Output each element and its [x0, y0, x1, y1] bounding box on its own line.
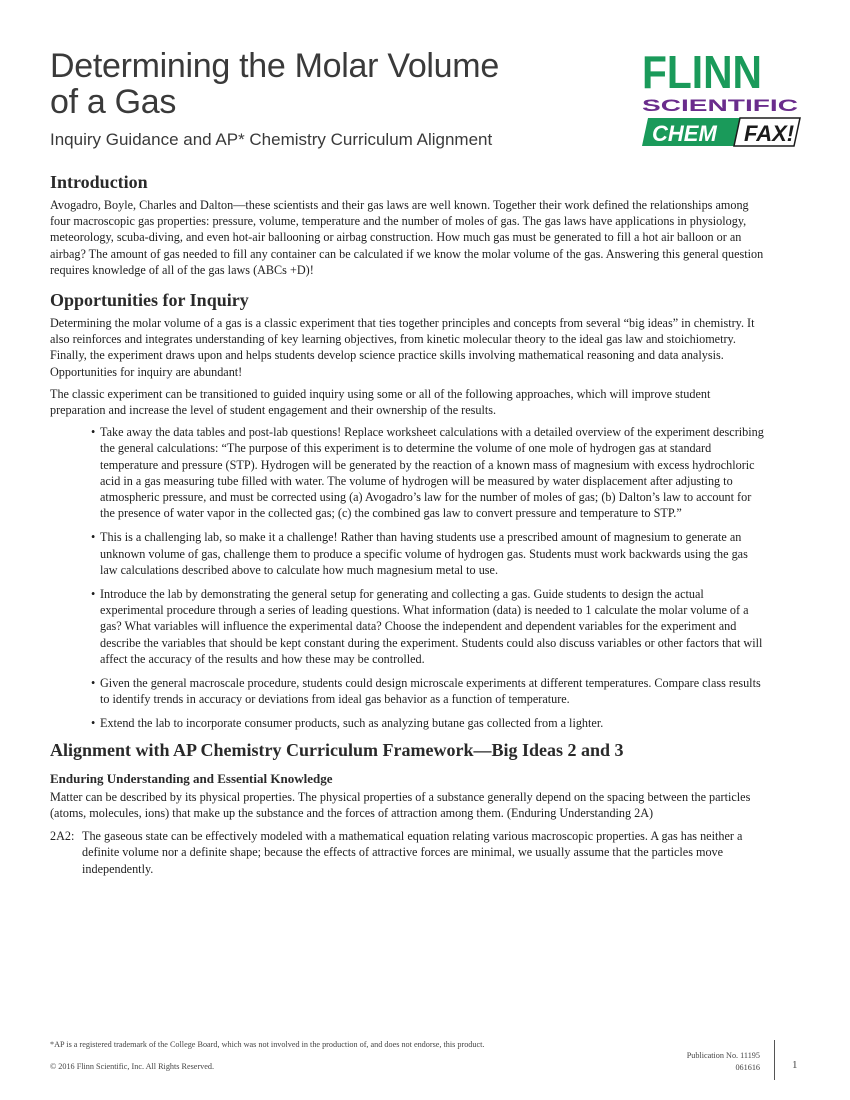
publication-code: 061616 [735, 1063, 760, 1072]
logo-chem-text: CHEM [652, 121, 717, 146]
bullet-icon: • [91, 425, 96, 440]
page-title [50, 48, 610, 120]
list-item: • Extend the lab to incorporate consumer products, such as analyzing butane gas collected from a lighter. [91, 716, 604, 731]
page-number: 1 [792, 1059, 798, 1071]
copyright: © 2016 Flinn Scientific, Inc. All Rights Reserved. [50, 1062, 215, 1071]
publication-number [687, 1050, 760, 1074]
inquiry-paragraph-1: Determining the molar volume of a gas is a classic experiment that ties together principles and concepts from several “big ideas” in chemistry. It also reinforces and integrates understanding of key learning objectives, from kinetic molecular theory to the ideal gas law and stoichiometry. Finally, the experiment draws upon and helps students develop science practice skills involving mathematical reasoning and data analysis. Opportunities for inquiry are abundant! [50, 316, 755, 379]
essential-knowledge-code: 2A2: [50, 829, 75, 844]
essential-knowledge-item [50, 828, 767, 877]
page-subtitle: Inquiry Guidance and AP* Chemistry Curriculum Alignment [50, 130, 493, 149]
page-title-line-1: Determining the Molar Volume [50, 47, 499, 85]
page-title-line-2: of a Gas [50, 83, 177, 121]
enduring-understanding-subheading: Enduring Understanding and Essential Knowledge [50, 770, 333, 786]
main-content [50, 172, 767, 877]
introduction-heading: Introduction [50, 172, 148, 192]
alignment-heading: Alignment with AP Chemistry Curriculum Framework—Big Ideas 2 and 3 [50, 739, 624, 760]
trademark-footnote: *AP is a registered trademark of the College Board, which was not involved in the production of, and does not endorse, this product. [50, 1040, 485, 1049]
list-item: • Take away the data tables and post-lab questions! Replace worksheet calculations with a detailed overview of the experiment describing the general calculations: “The purpose of this experiment is to determine the volume of one mole of hydrogen gas at standard temperature and pressure (STP). Hydrogen will be generated by the reaction of a known mass of magnesium with excess hydrochloric acid in a gas measuring tube filled with water. The volume of hydrogen will be measured by water displacement after adjusting to atmospheric pressure, and must be corrected using (a) Avogadro’s law for the number of moles of gas; (b) Dalton’s law to account for the presence of water vapor in the collected gas; (c) the combined gas law to convert pressure and temperature to STP.” [91, 425, 764, 521]
enduring-understanding-text: Matter can be described by its physical properties. The physical properties of a substance generally depend on the spacing between the particles (atoms, molecules, ions) that make up the substance and the forces of attraction among them. (Enduring Understanding 2A) [50, 789, 751, 820]
introduction-text: Avogadro, Boyle, Charles and Dalton—these scientists and their gas laws are well known. Together their work defined the relationships among four macroscopic gas properties: pressure, volume, temperature and the number of moles of gas. The gas laws have applications in physiology, meteorology, scuba-diving, and even hot-air ballooning or airbag construction. How much gas must be generated to fill a hot air balloon or an airbag? The amount of gas needed to fill any container can be calculated if we know the molar volume of the gas. Answering this general question requires knowledge of all of the gas laws (ABCs +D)! [50, 198, 764, 277]
flinn-chemfax-logo [640, 48, 805, 153]
list-item: • This is a challenging lab, so make it a challenge! Rather than having students use a prescribed amount of magnesium to generate an unknown volume of gas, challenge them to produce a specific volume of hydrogen gas. Students must work backwards using the gas law calculations described above to calculate how much magnesium metal to use. [91, 530, 748, 577]
list-item: • Given the general macroscale procedure, students could design microscale experiments at different temperatures. Compare class results to identify trends in accuracy or deviations from ideal gas behavior as a function of temperature. [91, 676, 761, 707]
logo-fax-text: FAX! [744, 121, 795, 146]
bullet-icon: • [91, 716, 96, 731]
bullet-icon: • [91, 587, 96, 602]
inquiry-heading: Opportunities for Inquiry [50, 290, 249, 311]
logo-flinn-text: FLINN [642, 48, 762, 98]
logo-scientific-text: SCIENTIFIC [642, 96, 798, 115]
list-item: • Introduce the lab by demonstrating the general setup for generating and collecting a gas. Guide students to design the actual experimental procedure through a series of leading questions. What information (data) is needed to 1 calculate the molar volume of a gas? What variables will influence the experimental data? Choose the independent and dependent variables for the experiment and describe the variables that should be kept constant during the experiment. Students could also discuss variables or other factors that will affect the accuracy of the results and how these may be controlled. [91, 587, 763, 666]
bullet-icon: • [91, 530, 96, 545]
bullet-icon: • [91, 676, 96, 691]
essential-knowledge-text: The gaseous state can be effectively modeled with a mathematical equation relating various macroscopic properties. A gas has neither a definite volume nor a definite shape; because the effects of attractive forces are minimal, we usually assume that the particles move independently. [82, 829, 743, 876]
inquiry-paragraph-2: The classic experiment can be transitioned to guided inquiry using some or all of the following approaches, which will improve student preparation and increase the level of student engagement and their ownership of the results. [50, 386, 711, 418]
footer-divider [774, 1040, 775, 1080]
publication-label: Publication No. 11195 [686, 1051, 760, 1060]
inquiry-approaches-list [50, 424, 767, 731]
